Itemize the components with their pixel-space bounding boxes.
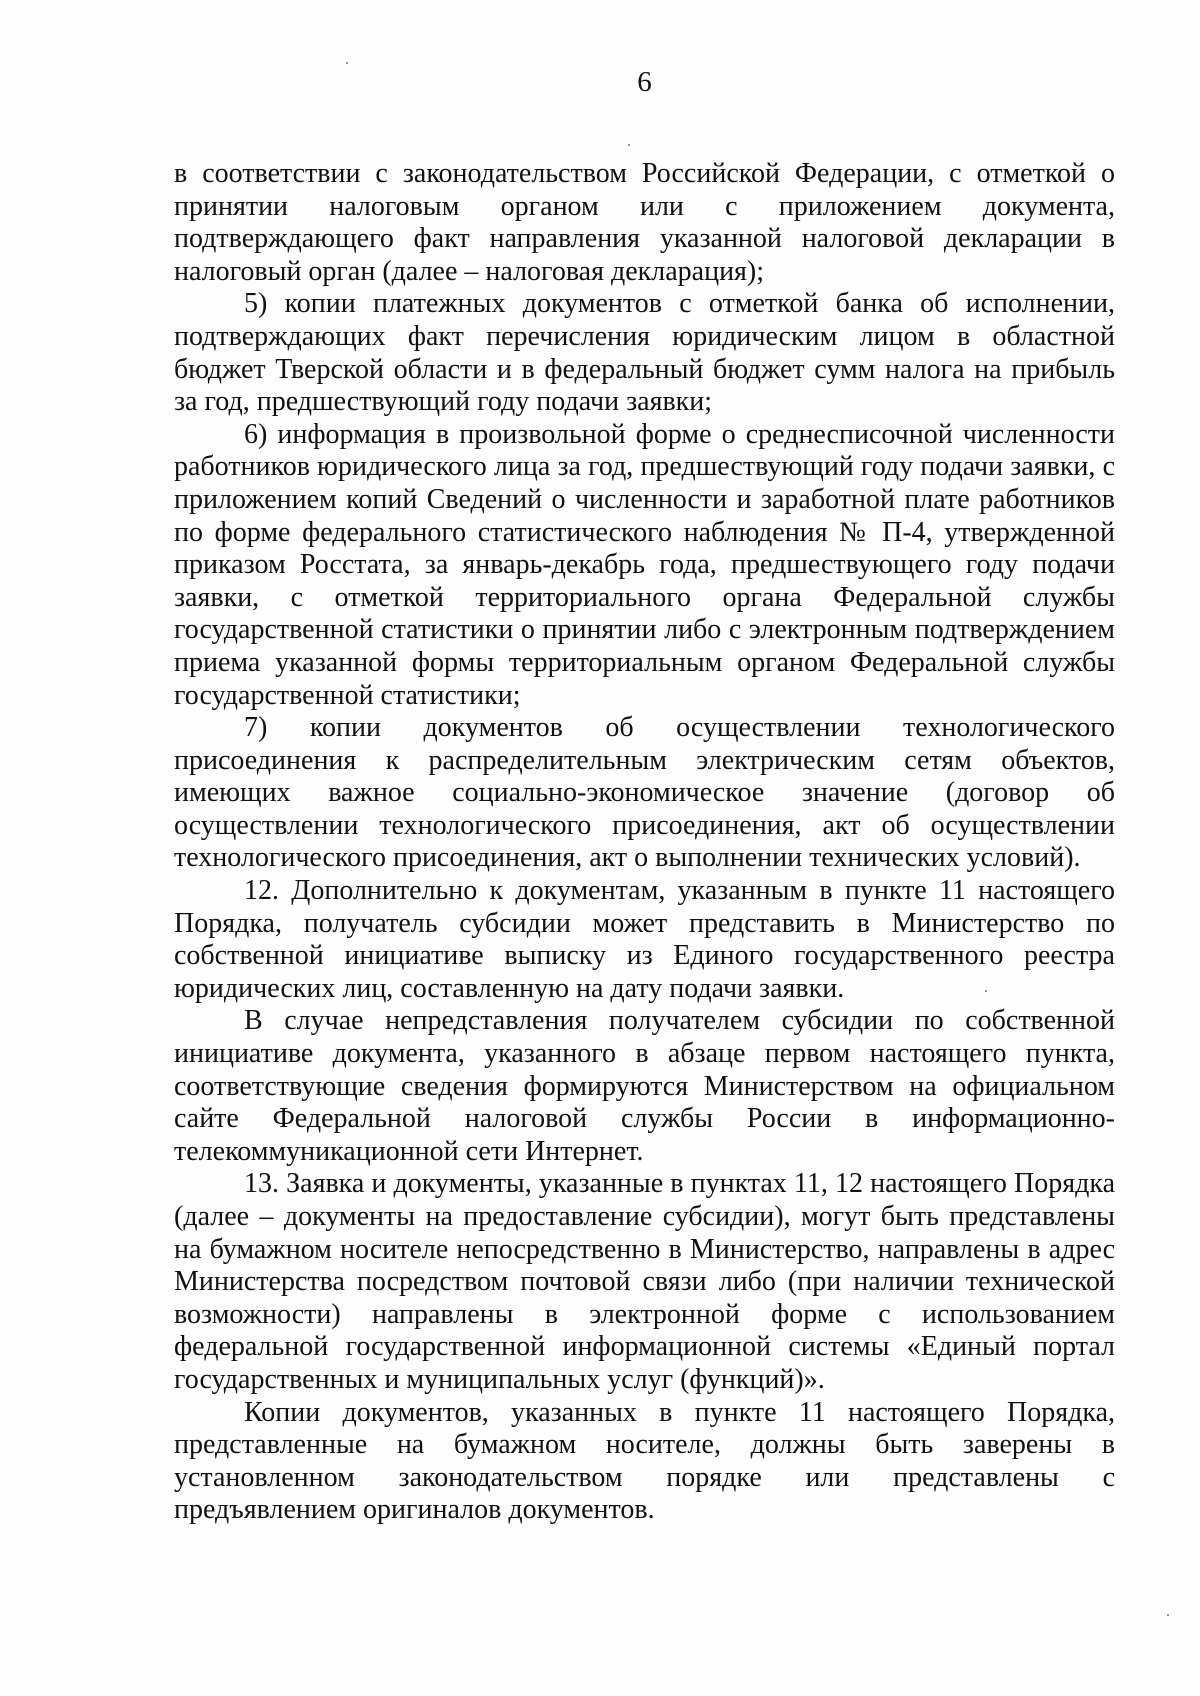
paragraph-item-6: 6) информация в произвольной форме о среднесписочной численности работников юридического лица за год, предшествующий году подачи заявки, с приложением копий Сведений о численности и заработной плате работников по форме федерального статистического наблюдения № П-4, утвержденной приказом Росстата, за январь-декабрь года, предшествующего году подачи заявки, с отметкой территориального органа Федеральной службы государственной статистики о принятии либо с электронным подтверждением приема указанной формы территориальным органом Федеральной службы государственной статистики; bbox=[174, 418, 1115, 711]
scan-speck bbox=[1167, 1614, 1169, 1616]
paragraph-clause-13-second: Копии документов, указанных в пункте 11 настоящего Порядка, представленные на бумажном носителе, должны быть заверены в установленном законодательством порядке или представлены с предъявлением оригиналов документов. bbox=[174, 1396, 1115, 1526]
paragraph-clause-12: 12. Дополнительно к документам, указанным в пункте 11 настоящего Порядка, получатель субсидии может представить в Министерство по собственной инициативе выписку из Единого государственного реестра юридических лиц, составленную на дату подачи заявки. bbox=[174, 875, 1115, 1004]
paragraph-item-5: 5) копии платежных документов с отметкой банка об исполнении, подтверждающих факт перечисления юридическим лицом в областной бюджет Тверской области и в федеральный бюджет сумм налога на прибыль за год, предшествующий году подачи заявки; bbox=[174, 288, 1115, 418]
paragraph-clause-12-second: В случае непредставления получателем субсидии по собственной инициативе документа, указанного в абзаце первом настоящего пункта, соответствующие сведения формируются Министерством на официальном сайте Федеральной налоговой службы России в информационно-телекоммуникационной сети Интернет. bbox=[174, 1005, 1115, 1167]
scan-speck bbox=[628, 144, 630, 146]
paragraph-continuation: в соответствии с законодательством Российской Федерации, с отметкой о принятии налоговым органом или с приложением документа, подтверждающего факт направления указанной налоговой декларации в налоговый орган (далее – налоговая декларация); bbox=[174, 158, 1115, 287]
scan-speck bbox=[985, 990, 987, 992]
page-number: 6 bbox=[637, 66, 652, 98]
document-body bbox=[174, 158, 1115, 1527]
paragraph-clause-13: 13. Заявка и документы, указанные в пунктах 11, 12 настоящего Порядка (далее – документы на предоставление субсидии), могут быть представлены на бумажном носителе непосредственно в Министерство, направлены в адрес Министерства посредством почтовой связи либо (при наличии технической возможности) направлены в электронной форме с использованием федеральной государственной информационной системы «Единый портал государственных и муниципальных услуг (функций)». bbox=[174, 1168, 1115, 1395]
paragraph-item-7: 7) копии документов об осуществлении технологического присоединения к распределительным электрическим сетям объектов, имеющих важное социально-экономическое значение (договор об осуществлении технологического присоединения, акт об осуществлении технологического присоединения, акт о выполнении технических условий). bbox=[174, 712, 1115, 874]
scan-speck bbox=[346, 62, 348, 64]
